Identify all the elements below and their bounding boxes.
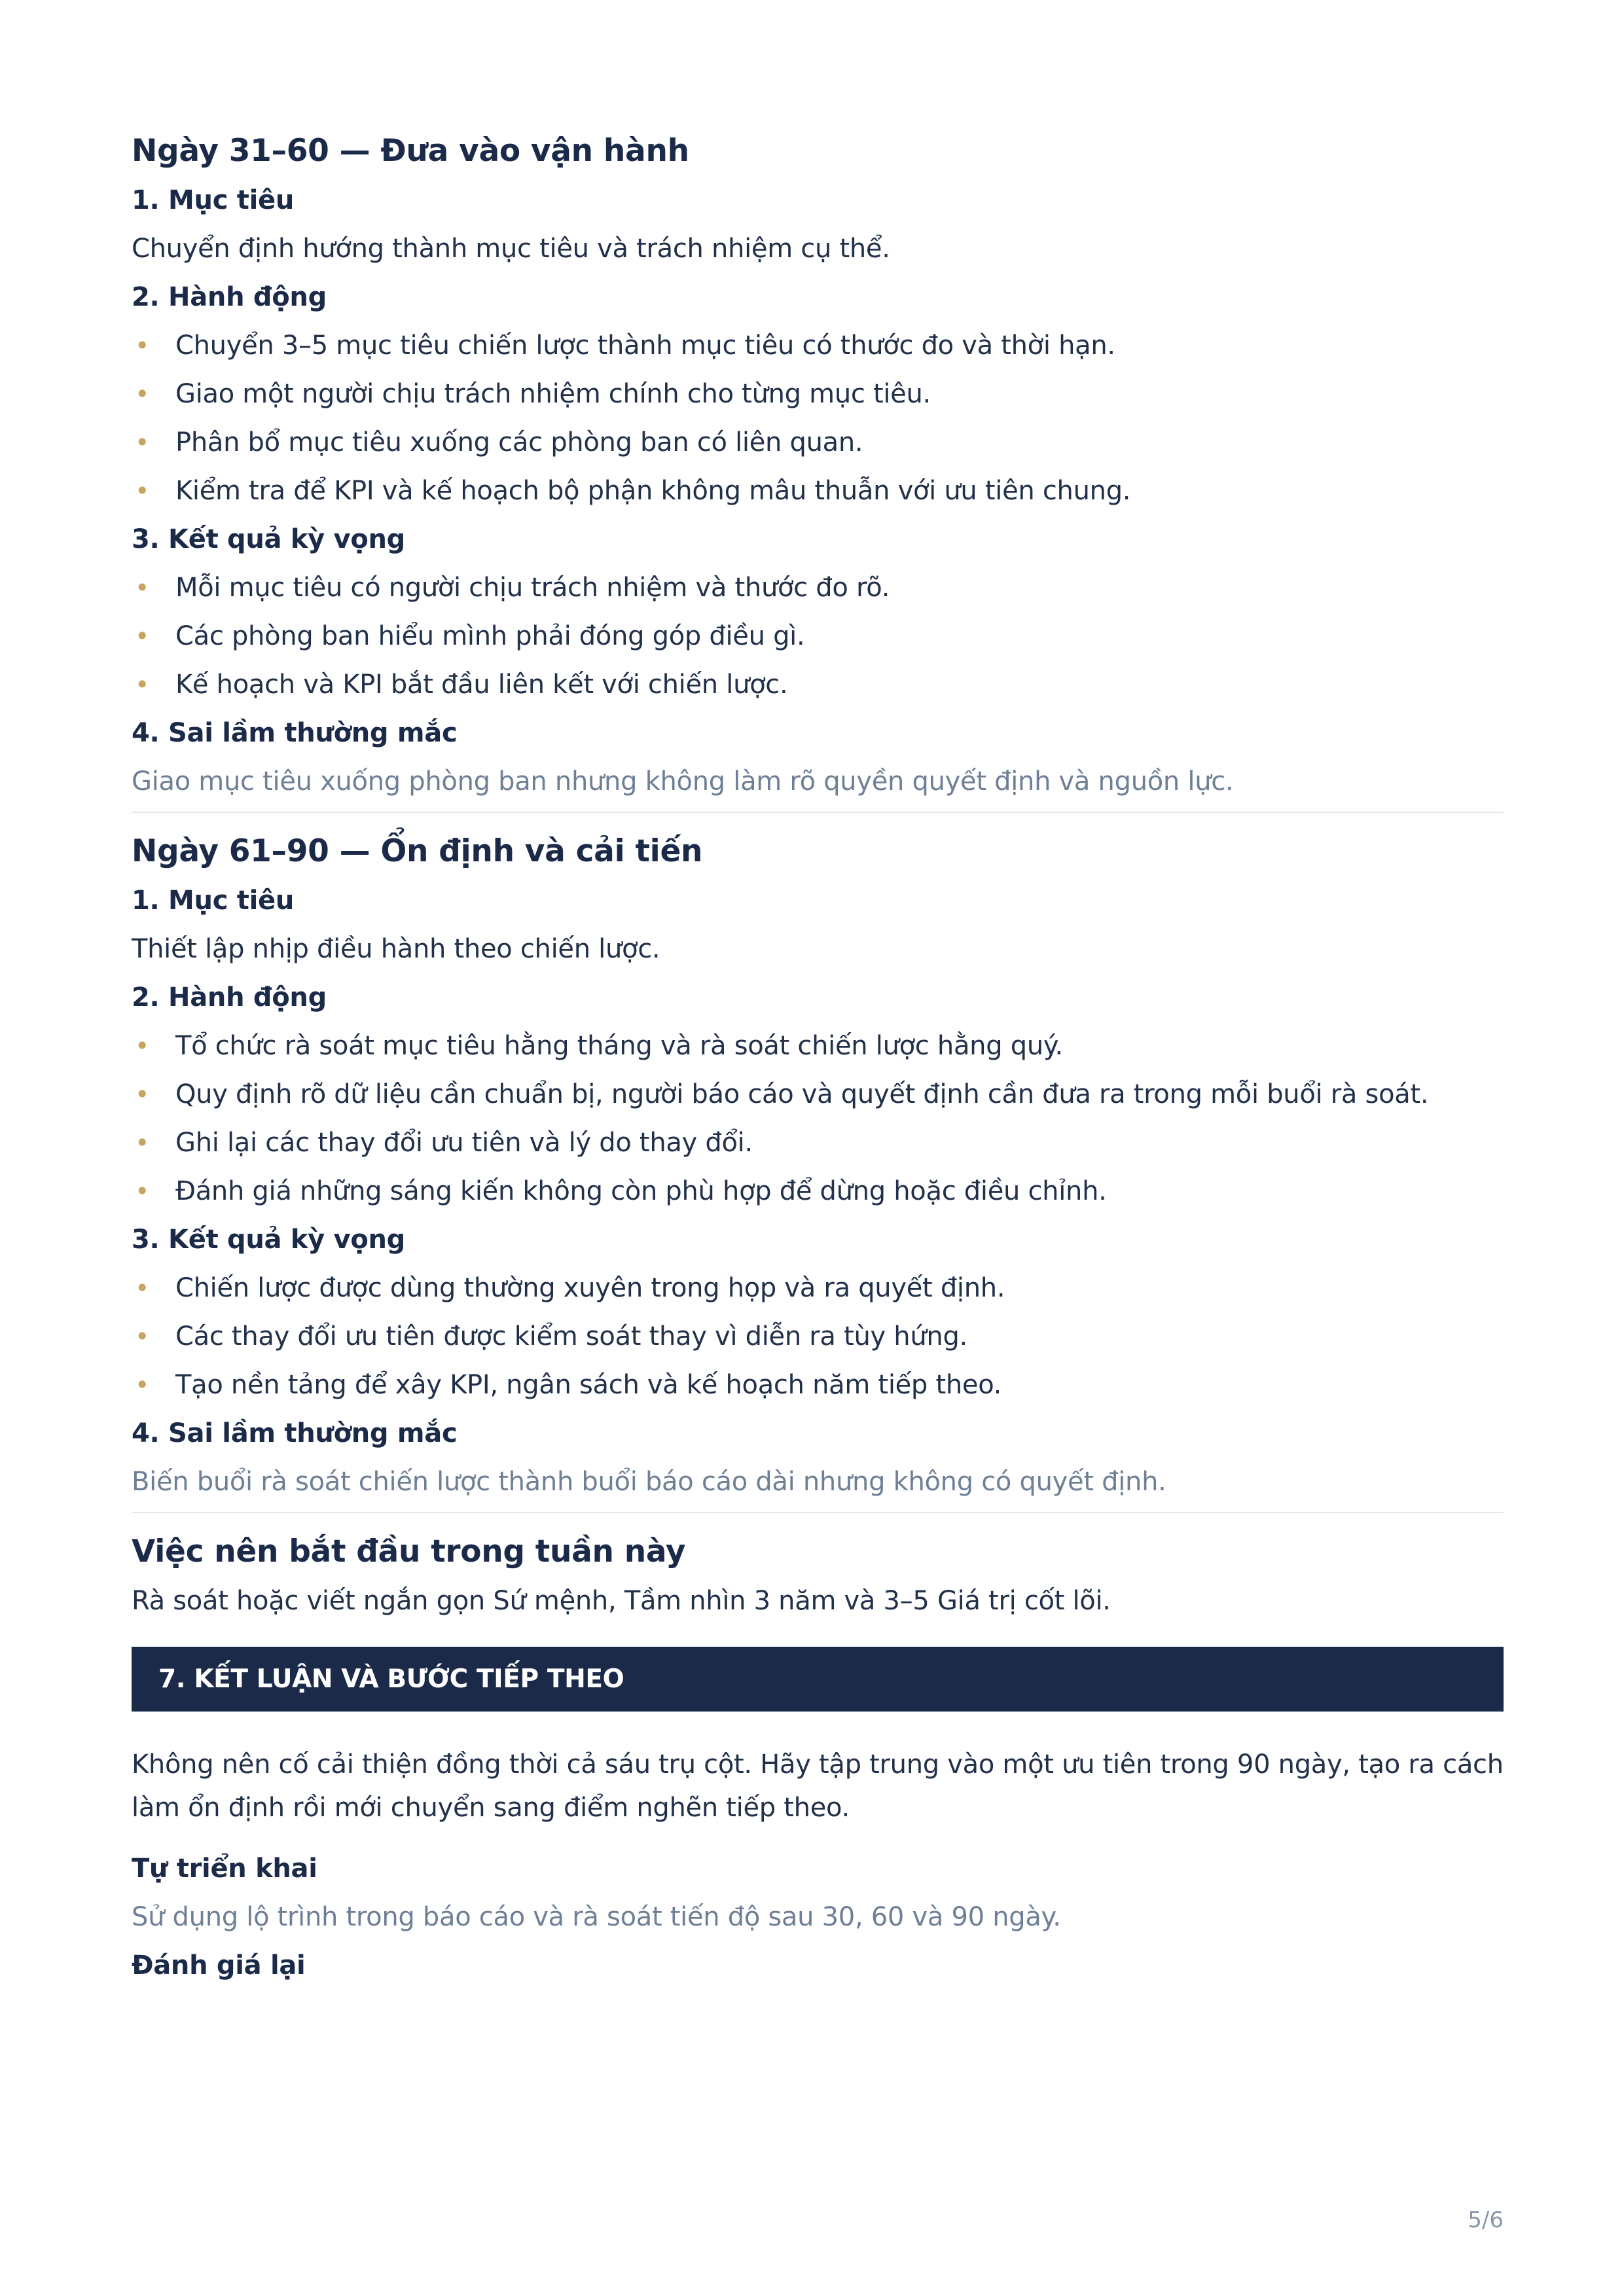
goal-text: Thiết lập nhịp điều hành theo chiến lược. (132, 934, 660, 964)
results-list (132, 1270, 1504, 1403)
list-item (132, 1028, 1504, 1064)
bullet-icon: • (135, 1274, 150, 1302)
goal-heading: 1. Mục tiêu (132, 886, 295, 916)
section-title: Việc nên bắt đầu trong tuần này (132, 1534, 686, 1570)
bullet-icon: • (135, 670, 150, 699)
bullet-icon: • (135, 573, 150, 602)
list-item (132, 327, 1504, 364)
page-number: 5/6 (1468, 2207, 1504, 2233)
list-item (132, 424, 1504, 461)
list-item (132, 1367, 1504, 1403)
list-item-text: Đánh giá những sáng kiến không còn phù hợp để dừng hoặc điều chỉnh. (175, 1176, 1107, 1206)
list-item-text: Tạo nền tảng để xây KPI, ngân sách và kế hoạch năm tiếp theo. (175, 1370, 1002, 1400)
list-item-text: Tổ chức rà soát mục tiêu hằng tháng và rà soát chiến lược hằng quý. (175, 1031, 1063, 1061)
list-item-text: Các phòng ban hiểu mình phải đóng góp điều gì. (175, 621, 805, 651)
mistake-heading: 4. Sai lầm thường mắc (132, 1418, 458, 1448)
list-item-text: Giao một người chịu trách nhiệm chính cho từng mục tiêu. (175, 379, 931, 409)
list-item (132, 473, 1504, 509)
results-heading: 3. Kết quả kỳ vọng (132, 524, 406, 554)
actions-list (132, 327, 1504, 509)
results-heading: 3. Kết quả kỳ vọng (132, 1225, 406, 1255)
self-deploy-heading: Tự triển khai (132, 1854, 317, 1884)
list-item-text: Ghi lại các thay đổi ưu tiên và lý do thay đổi. (175, 1128, 753, 1158)
bullet-icon: • (135, 1031, 150, 1060)
goal-heading: 1. Mục tiêu (132, 185, 295, 215)
goal-text: Chuyển định hướng thành mục tiêu và trách nhiệm cụ thể. (132, 234, 890, 264)
list-item (132, 1124, 1504, 1161)
list-item-text: Kiểm tra để KPI và kế hoạch bộ phận không mâu thuẫn với ưu tiên chung. (175, 476, 1131, 506)
divider (132, 1512, 1504, 1513)
conclusion-heading: 7. KẾT LUẬN VÀ BƯỚC TIẾP THEO (158, 1664, 624, 1694)
mistake-heading: 4. Sai lầm thường mắc (132, 718, 458, 748)
list-item (132, 1076, 1504, 1113)
list-item-text: Mỗi mục tiêu có người chịu trách nhiệm và thước đo rõ. (175, 573, 890, 603)
section-days-31-60 (132, 128, 1504, 800)
mistake-text: Giao mục tiêu xuống phòng ban nhưng không làm rõ quyền quyết định và nguồn lực. (132, 766, 1234, 797)
actions-heading: 2. Hành động (132, 282, 327, 312)
bullet-icon: • (135, 1177, 150, 1206)
list-item-text: Kế hoạch và KPI bắt đầu liên kết với chiến lược. (175, 670, 788, 700)
list-item-text: Chiến lược được dùng thường xuyên trong họp và ra quyết định. (175, 1273, 1005, 1303)
page-content (132, 128, 1504, 1996)
bullet-icon: • (135, 428, 150, 457)
actions-heading: 2. Hành động (132, 982, 327, 1013)
self-deploy-text: Sử dụng lộ trình trong báo cáo và rà soát tiến độ sau 30, 60 và 90 ngày. (132, 1902, 1061, 1932)
bullet-icon: • (135, 622, 150, 651)
results-list (132, 569, 1504, 703)
list-item-text: Chuyển 3–5 mục tiêu chiến lược thành mục tiêu có thước đo và thời hạn. (175, 331, 1115, 361)
conclusion-intro: Không nên cố cải thiện đồng thời cả sáu trụ cột. Hãy tập trung vào một ưu tiên trong 90 ngày, tạo ra cách làm ổn định rồi mới chuyển sang điểm nghẽn tiếp theo. (132, 1749, 1504, 1823)
list-item-text: Quy định rõ dữ liệu cần chuẩn bị, người báo cáo và quyết định cần đưa ra trong mỗi buổi rà soát. (175, 1079, 1429, 1109)
section-title: Ngày 61–90 — Ổn định và cải tiến (132, 833, 703, 869)
list-item (132, 1318, 1504, 1355)
this-week-text: Rà soát hoặc viết ngắn gọn Sứ mệnh, Tầm nhìn 3 năm và 3–5 Giá trị cốt lõi. (132, 1586, 1111, 1616)
list-item (132, 1270, 1504, 1306)
list-item (132, 569, 1504, 606)
actions-list (132, 1028, 1504, 1210)
section-this-week (132, 1529, 1504, 1619)
section-title: Ngày 31–60 — Đưa vào vận hành (132, 133, 689, 169)
bullet-icon: • (135, 1128, 150, 1157)
divider (132, 812, 1504, 813)
section-days-61-90 (132, 829, 1504, 1500)
bullet-icon: • (135, 1080, 150, 1109)
list-item (132, 618, 1504, 655)
list-item-text: Các thay đổi ưu tiên được kiểm soát thay vì diễn ra tùy hứng. (175, 1321, 967, 1352)
bullet-icon: • (135, 380, 150, 408)
list-item (132, 376, 1504, 412)
mistake-text: Biến buổi rà soát chiến lược thành buổi báo cáo dài nhưng không có quyết định. (132, 1467, 1166, 1497)
bullet-icon: • (135, 1322, 150, 1351)
bullet-icon: • (135, 1371, 150, 1399)
reassess-heading: Đánh giá lại (132, 1950, 306, 1981)
list-item (132, 666, 1504, 703)
bullet-icon: • (135, 476, 150, 505)
conclusion-header-band (132, 1647, 1504, 1712)
list-item-text: Phân bổ mục tiêu xuống các phòng ban có liên quan. (175, 427, 863, 457)
bullet-icon: • (135, 331, 150, 360)
list-item (132, 1173, 1504, 1210)
